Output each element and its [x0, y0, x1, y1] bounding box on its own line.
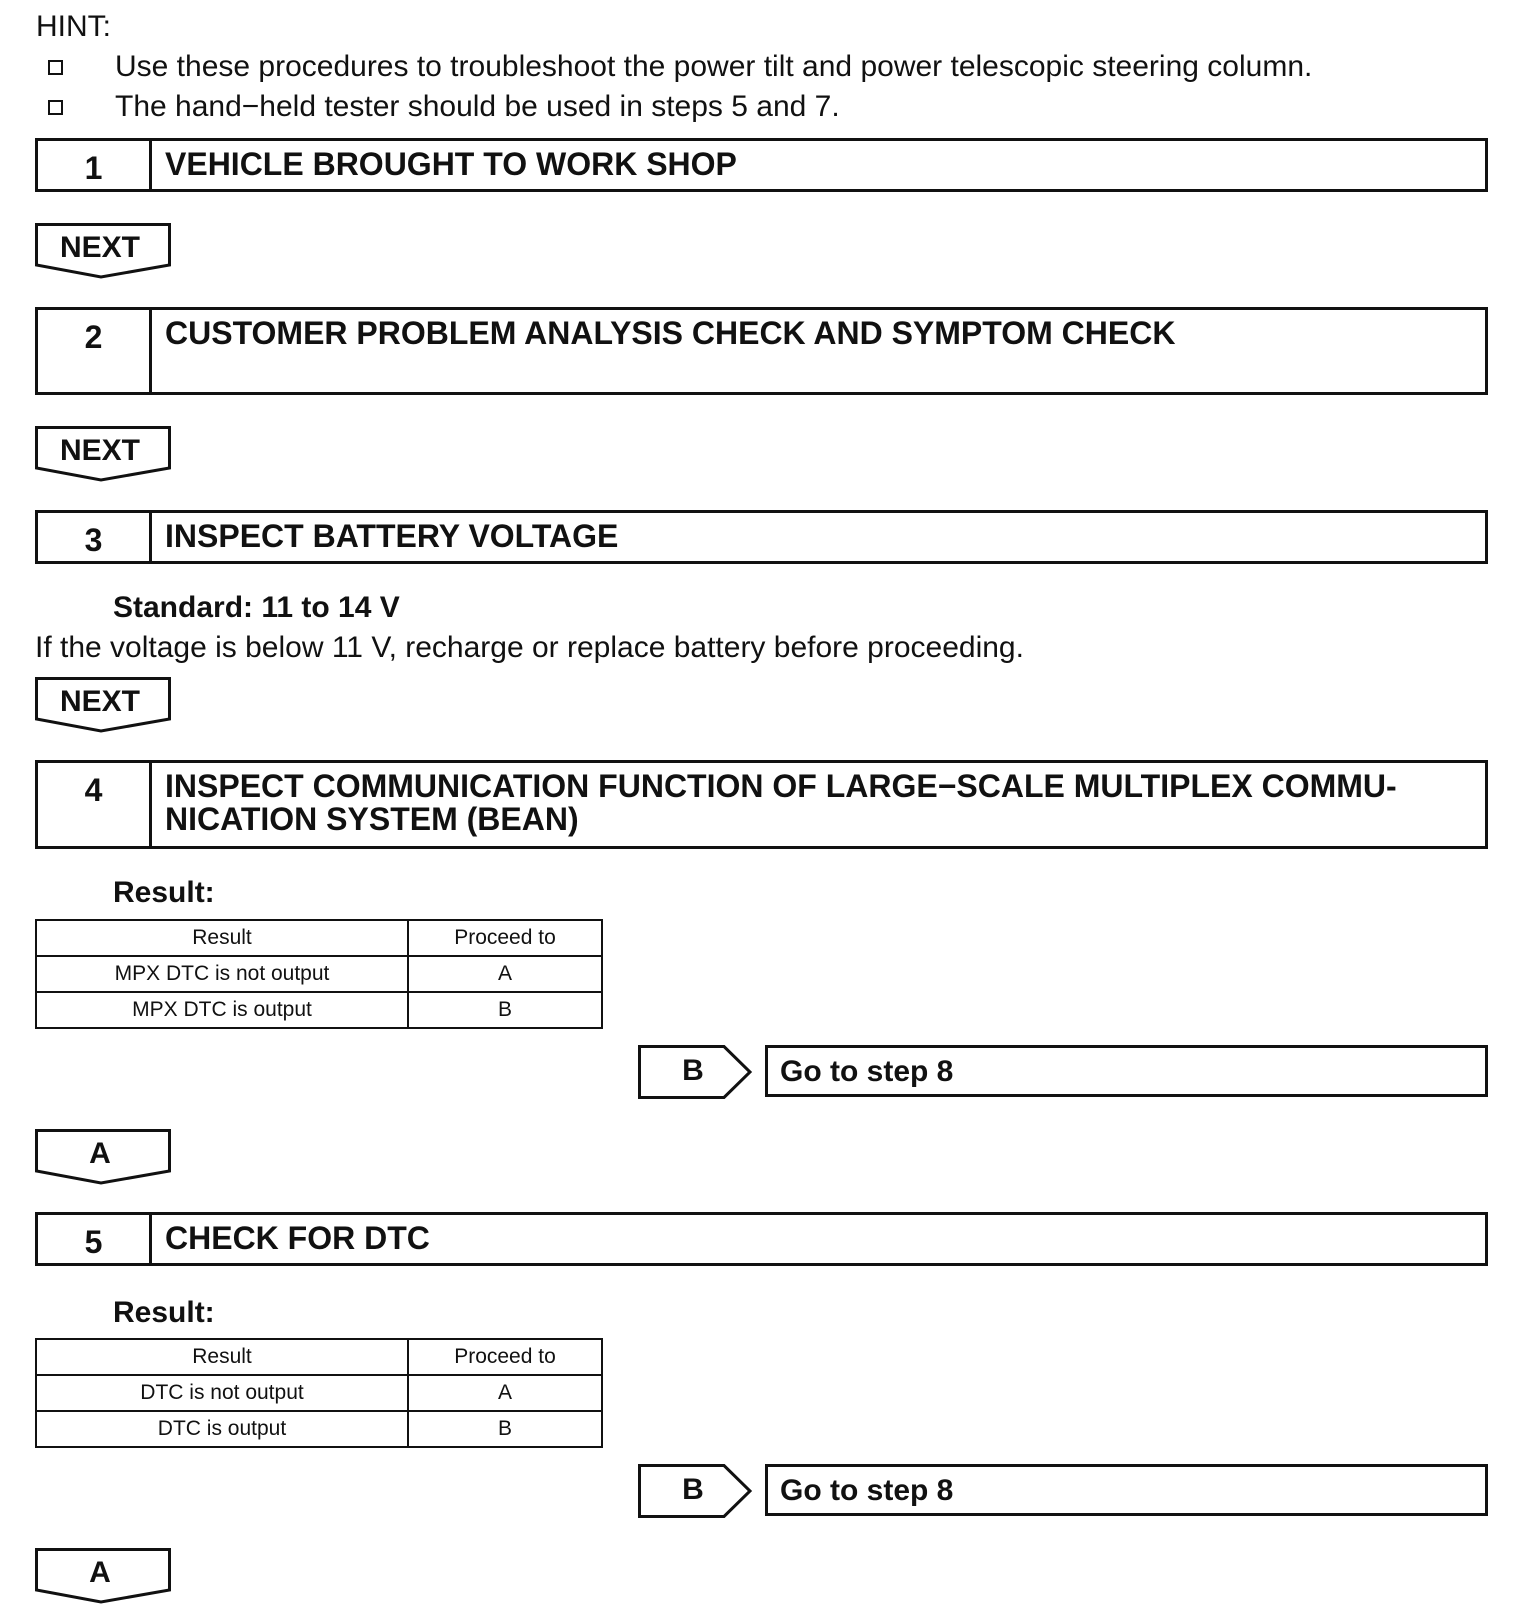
- step-header-4: [35, 760, 1488, 849]
- table-cell: MPX DTC is output: [36, 992, 408, 1028]
- step-number: 1: [38, 141, 152, 189]
- result-table: [35, 1338, 603, 1448]
- branch-letter: B: [682, 1054, 704, 1087]
- table-cell: DTC is not output: [36, 1375, 408, 1411]
- step-number: 5: [38, 1215, 152, 1263]
- result-label: Result:: [113, 1296, 215, 1329]
- table-cell: B: [408, 1411, 602, 1447]
- step-header-2: [35, 307, 1488, 395]
- step-title: CHECK FOR DTC: [165, 1220, 430, 1256]
- table-header: Result: [36, 1339, 408, 1375]
- next-indicator: [35, 677, 171, 733]
- checkbox-bullet-icon: [48, 60, 63, 75]
- goto-text: Go to step 8: [780, 1055, 954, 1088]
- step-header-5: [35, 1212, 1488, 1266]
- table-cell: A: [408, 956, 602, 992]
- table-row: [36, 992, 602, 1028]
- table-row: [36, 1375, 602, 1411]
- table-header: Result: [36, 920, 408, 956]
- goto-box: [765, 1045, 1488, 1097]
- table-header-row: [36, 920, 602, 956]
- continue-a-indicator: [35, 1548, 171, 1604]
- table-header: Proceed to: [408, 920, 602, 956]
- standard-value: Standard: 11 to 14 V: [113, 591, 400, 624]
- next-indicator: [35, 426, 171, 482]
- continue-letter: A: [89, 1137, 111, 1170]
- step-number: 3: [38, 513, 152, 561]
- step-title-line: NICATION SYSTEM (BEAN): [165, 801, 579, 837]
- hint-title: HINT:: [36, 10, 111, 43]
- step-number: 2: [38, 310, 152, 392]
- step-title: INSPECT BATTERY VOLTAGE: [165, 518, 619, 554]
- table-cell: B: [408, 992, 602, 1028]
- step-title: CUSTOMER PROBLEM ANALYSIS CHECK AND SYMPTOM CHECK: [165, 315, 1176, 351]
- step-header-1: [35, 138, 1488, 192]
- next-indicator: [35, 223, 171, 279]
- next-label: NEXT: [59, 231, 140, 264]
- result-table: [35, 919, 603, 1029]
- step-header-3: [35, 510, 1488, 564]
- step-title-line: INSPECT COMMUNICATION FUNCTION OF LARGE−SCALE MULTIPLEX COMMU-: [165, 768, 1397, 804]
- table-cell: A: [408, 1375, 602, 1411]
- hint-bullet-text: The hand−held tester should be used in steps 5 and 7.: [115, 90, 840, 123]
- next-label: NEXT: [59, 685, 140, 718]
- table-row: [36, 956, 602, 992]
- branch-b-go-to-step: [638, 1464, 1488, 1518]
- checkbox-bullet-icon: [48, 100, 63, 115]
- table-header-row: [36, 1339, 602, 1375]
- step-title: VEHICLE BROUGHT TO WORK SHOP: [165, 146, 737, 182]
- battery-note: If the voltage is below 11 V, recharge or replace battery before proceeding.: [35, 631, 1024, 664]
- table-row: [36, 1411, 602, 1447]
- continue-letter: A: [89, 1556, 111, 1589]
- result-label: Result:: [113, 876, 215, 909]
- goto-text: Go to step 8: [780, 1474, 954, 1507]
- next-label: NEXT: [59, 434, 140, 467]
- branch-b-go-to-step: [638, 1045, 1488, 1099]
- goto-box: [765, 1464, 1488, 1516]
- step-title: [165, 770, 1473, 836]
- table-header: Proceed to: [408, 1339, 602, 1375]
- table-cell: MPX DTC is not output: [36, 956, 408, 992]
- step-number: 4: [38, 763, 152, 846]
- hint-bullet-text: Use these procedures to troubleshoot the power tilt and power telescopic steering column.: [115, 50, 1313, 83]
- branch-letter: B: [682, 1473, 704, 1506]
- continue-a-indicator: [35, 1129, 171, 1185]
- table-cell: DTC is output: [36, 1411, 408, 1447]
